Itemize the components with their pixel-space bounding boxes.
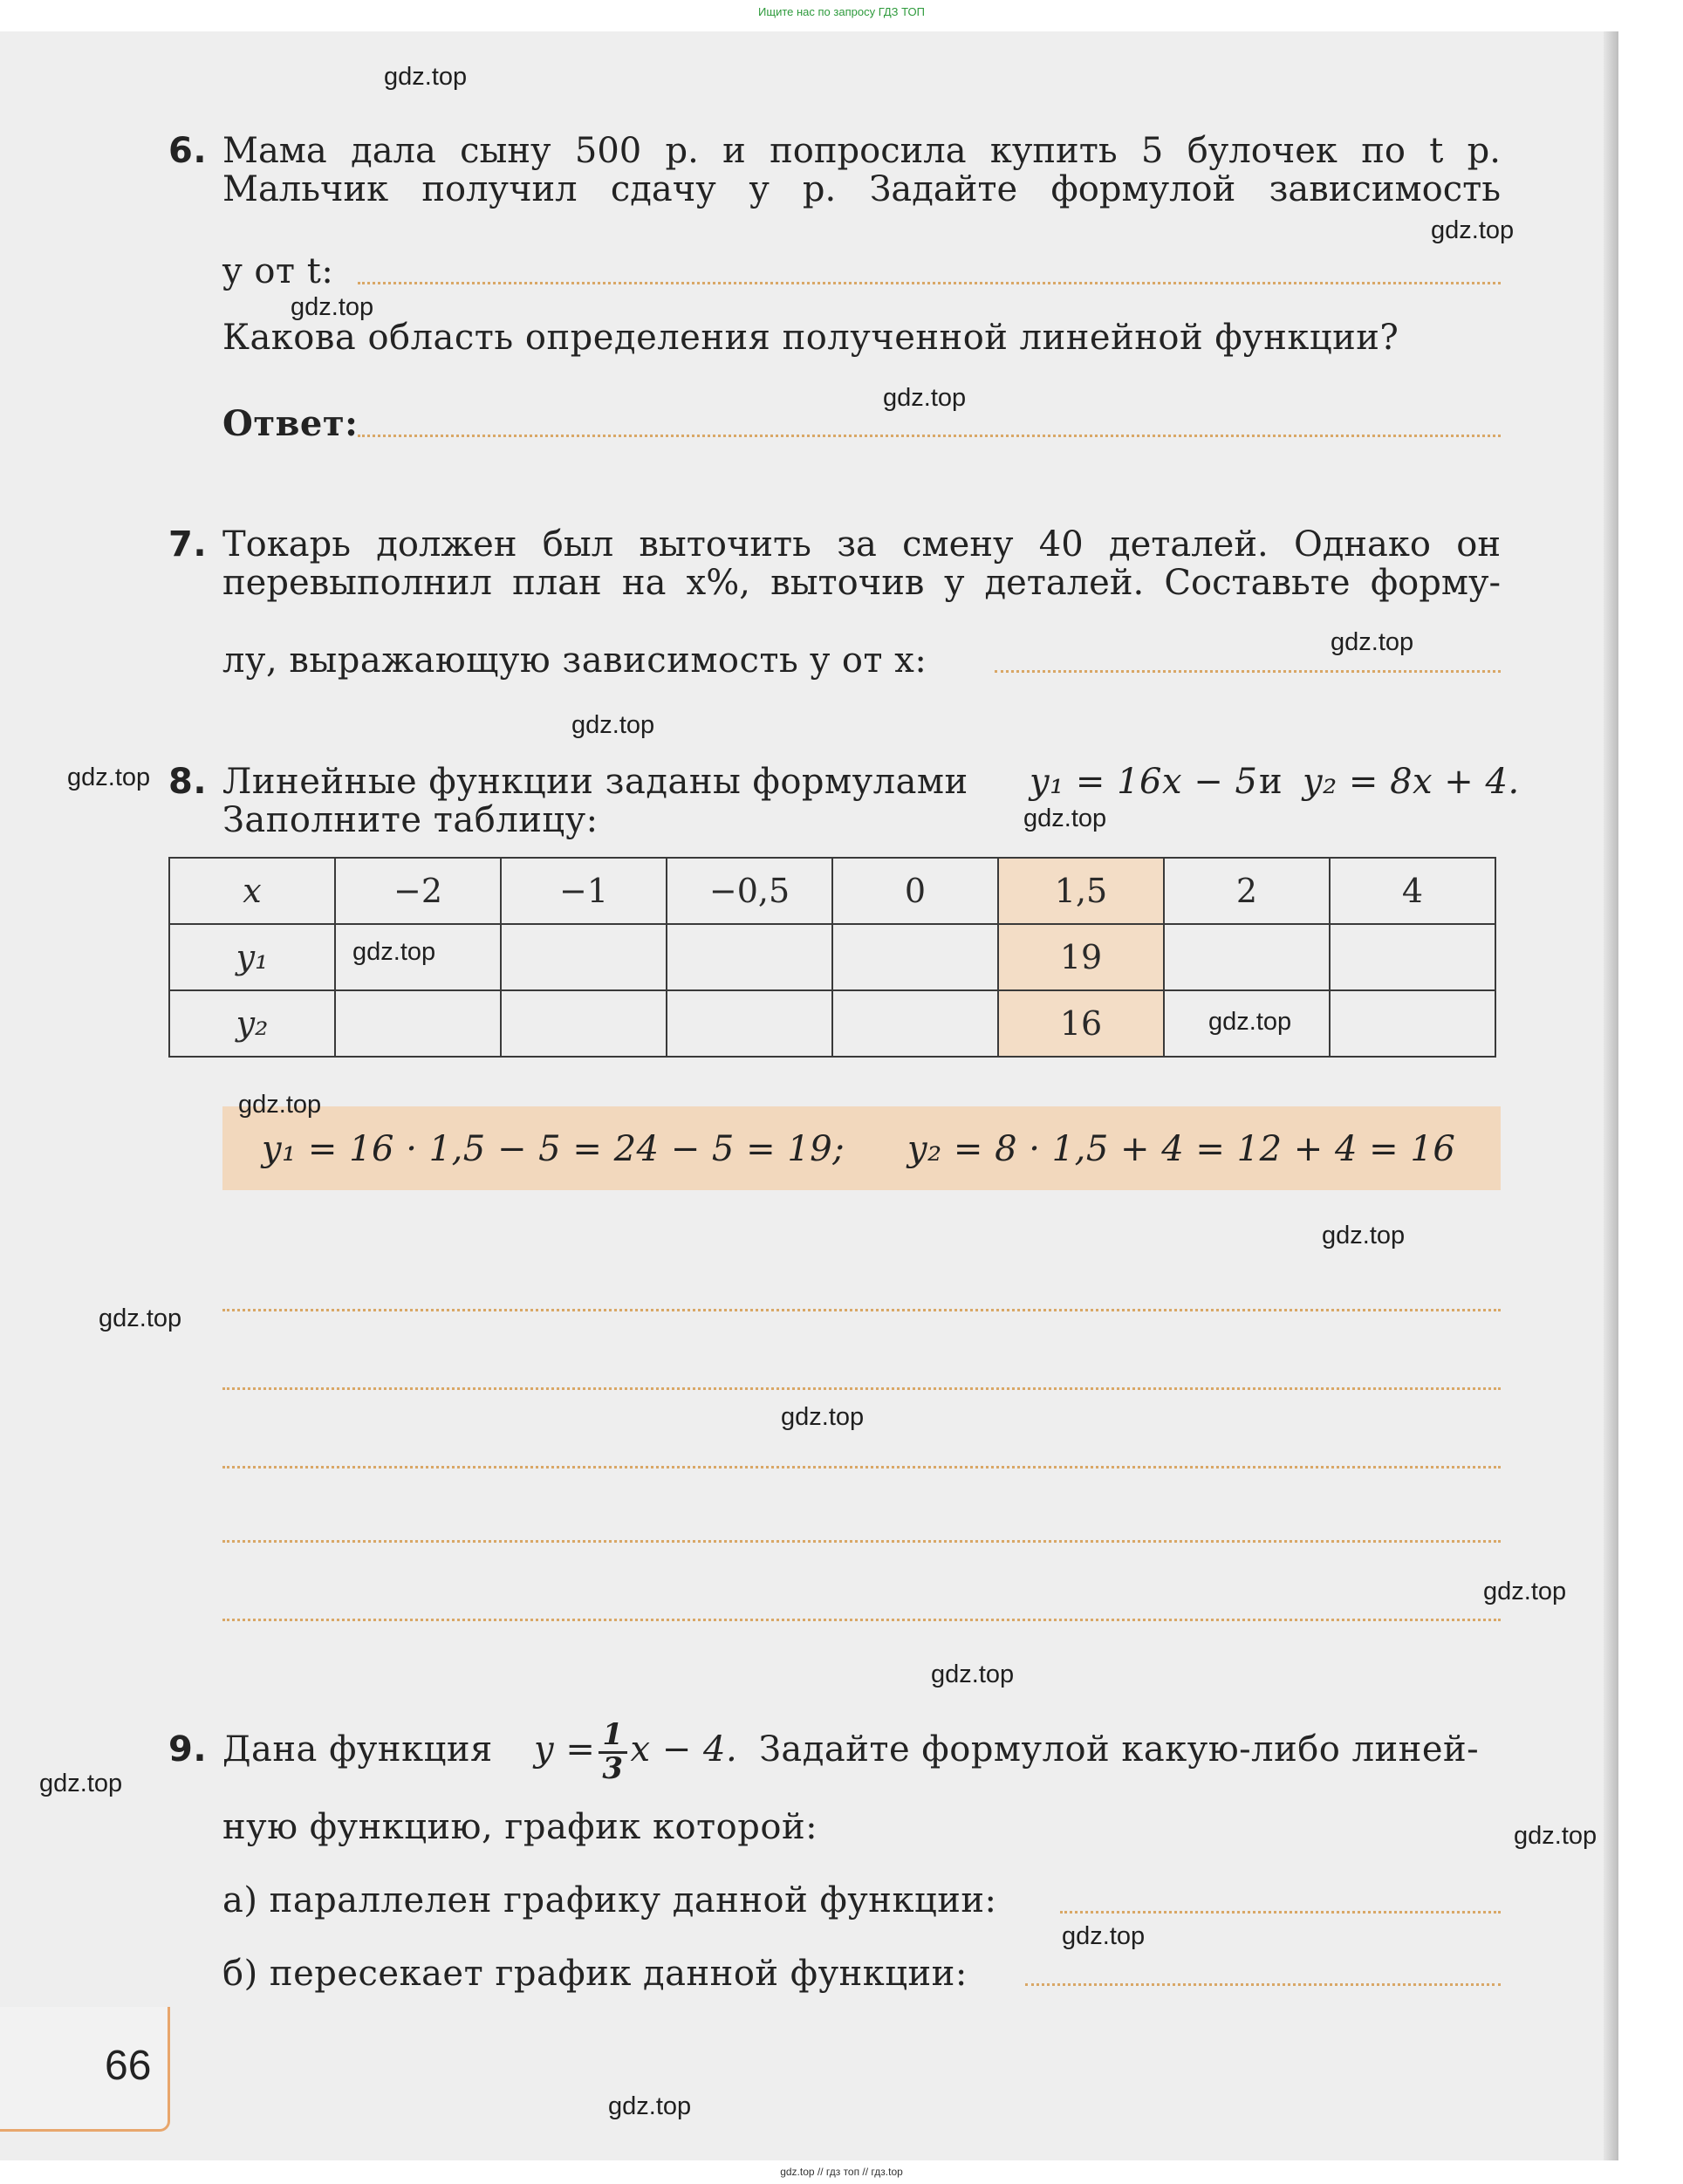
task9-line1-rest: Задайте формулой какую-либо линей- xyxy=(759,1729,1480,1770)
task7-answer-line[interactable] xyxy=(995,670,1501,673)
top-search-note: Ищите нас по запросу ГДЗ ТОП xyxy=(758,5,925,18)
page-number-box xyxy=(0,2007,170,2132)
task8-work-line-3[interactable] xyxy=(222,1466,1501,1469)
task6-number: 6. xyxy=(168,131,208,171)
table-cell[interactable] xyxy=(335,990,501,1057)
task8-formula-y2: y₂ = 8x + 4. xyxy=(1303,762,1520,802)
task7-line1: Токарь должен был выточить за смену 40 деталей. Однако он xyxy=(222,524,1501,565)
watermark: gdz.top xyxy=(1331,628,1414,656)
task8-work-line-1[interactable] xyxy=(222,1309,1501,1311)
table-row-label: y₂ xyxy=(169,990,335,1057)
task9-item-a: а) параллелен графику данной функции: xyxy=(222,1880,997,1920)
table-cell[interactable] xyxy=(1330,924,1495,990)
task8-formula-y1: y₁ = 16x − 5 xyxy=(1030,762,1258,802)
task9-fraction-numerator: 1 xyxy=(599,1720,626,1754)
task8-work-line-2[interactable] xyxy=(222,1387,1501,1390)
table-cell-highlight: 1,5 xyxy=(998,858,1164,924)
watermark: gdz.top xyxy=(1514,1822,1597,1850)
watermark: gdz.top xyxy=(571,711,655,739)
page-edge-shadow xyxy=(1604,31,1618,2160)
page-number: 66 xyxy=(105,2043,152,2089)
task8-number: 8. xyxy=(168,762,208,802)
table-cell[interactable] xyxy=(1164,924,1330,990)
task8-conjunction: и xyxy=(1259,762,1283,802)
table-row-y2 xyxy=(169,990,1495,1057)
task6-question: Какова область определения полученной линейной функции? xyxy=(222,318,1399,358)
table-cell[interactable] xyxy=(501,990,667,1057)
table-cell: 0 xyxy=(832,858,998,924)
task8-intro: Линейные функции заданы формулами xyxy=(222,762,968,802)
table-header-row xyxy=(169,858,1495,924)
task6-line3: y от t: xyxy=(222,251,334,291)
task9-number: 9. xyxy=(168,1729,208,1770)
watermark: gdz.top xyxy=(1208,1008,1292,1036)
task9-line2: ную функцию, график которой: xyxy=(222,1807,818,1847)
watermark: gdz.top xyxy=(883,384,967,412)
task7-number: 7. xyxy=(168,524,208,565)
task7-line2: перевыполнил план на x%, выточив y деталей. Составьте форму- xyxy=(222,563,1501,603)
table-cell-highlight: 19 xyxy=(998,924,1164,990)
table-cell[interactable] xyxy=(832,990,998,1057)
table-cell[interactable] xyxy=(1330,990,1495,1057)
task9-answer-a-line[interactable] xyxy=(1060,1911,1501,1914)
task9-function xyxy=(534,1710,737,1789)
table-cell: 2 xyxy=(1164,858,1330,924)
watermark: gdz.top xyxy=(1023,804,1107,832)
watermark: gdz.top xyxy=(238,1091,322,1119)
table-cell[interactable] xyxy=(832,924,998,990)
watermark: gdz.top xyxy=(781,1403,865,1431)
task8-work-line-5[interactable] xyxy=(222,1619,1501,1621)
table-cell: −1 xyxy=(501,858,667,924)
solution-y2: y₂ = 8 · 1,5 + 4 = 12 + 4 = 16 xyxy=(907,1129,1456,1169)
watermark: gdz.top xyxy=(67,763,151,791)
task7-line3: лу, выражающую зависимость y от x: xyxy=(222,640,927,681)
task6-answer-label: Ответ: xyxy=(222,403,359,444)
table-cell: −2 xyxy=(335,858,501,924)
watermark: gdz.top xyxy=(608,2092,692,2120)
task6-line2: Мальчик получил сдачу y р. Задайте формулой зависимость xyxy=(222,169,1501,209)
watermark: gdz.top xyxy=(39,1770,123,1797)
watermark: gdz.top xyxy=(352,938,436,966)
table-cell: 4 xyxy=(1330,858,1495,924)
bottom-footer-note: gdz.top // гдз топ // гдз.top xyxy=(780,2166,903,2178)
table-cell: −0,5 xyxy=(667,858,832,924)
task9-function-rhs: x − 4. xyxy=(630,1729,738,1770)
table-cell[interactable] xyxy=(667,990,832,1057)
watermark: gdz.top xyxy=(384,63,468,91)
task8-work-line-4[interactable] xyxy=(222,1540,1501,1543)
table-cell: x xyxy=(169,858,335,924)
table-cell-highlight: 16 xyxy=(998,990,1164,1057)
watermark: gdz.top xyxy=(1483,1578,1567,1605)
watermark: gdz.top xyxy=(1062,1922,1146,1950)
table-cell[interactable] xyxy=(501,924,667,990)
watermark: gdz.top xyxy=(291,293,374,321)
task6-domain-answer-line[interactable] xyxy=(358,435,1501,437)
task6-line1: Мама дала сыну 500 р. и попросила купить 5 булочек по t р. xyxy=(222,131,1501,171)
solution-y1: y₁ = 16 · 1,5 − 5 = 24 − 5 = 19; xyxy=(262,1129,845,1169)
watermark: gdz.top xyxy=(1431,216,1515,244)
task9-item-b: б) пересекает график данной функции: xyxy=(222,1954,968,1994)
task8-line2: Заполните таблицу: xyxy=(222,800,599,840)
watermark: gdz.top xyxy=(931,1660,1015,1688)
table-row-label: y₁ xyxy=(169,924,335,990)
task9-intro: Дана функция xyxy=(222,1729,493,1770)
watermark: gdz.top xyxy=(1322,1222,1406,1249)
task6-answer-line[interactable] xyxy=(358,282,1501,284)
task9-answer-b-line[interactable] xyxy=(1025,1983,1501,1986)
task9-fraction xyxy=(599,1716,626,1786)
watermark: gdz.top xyxy=(99,1304,182,1332)
task9-function-lhs: y = xyxy=(534,1729,596,1770)
task9-fraction-denominator: 3 xyxy=(602,1750,624,1786)
table-cell[interactable] xyxy=(667,924,832,990)
